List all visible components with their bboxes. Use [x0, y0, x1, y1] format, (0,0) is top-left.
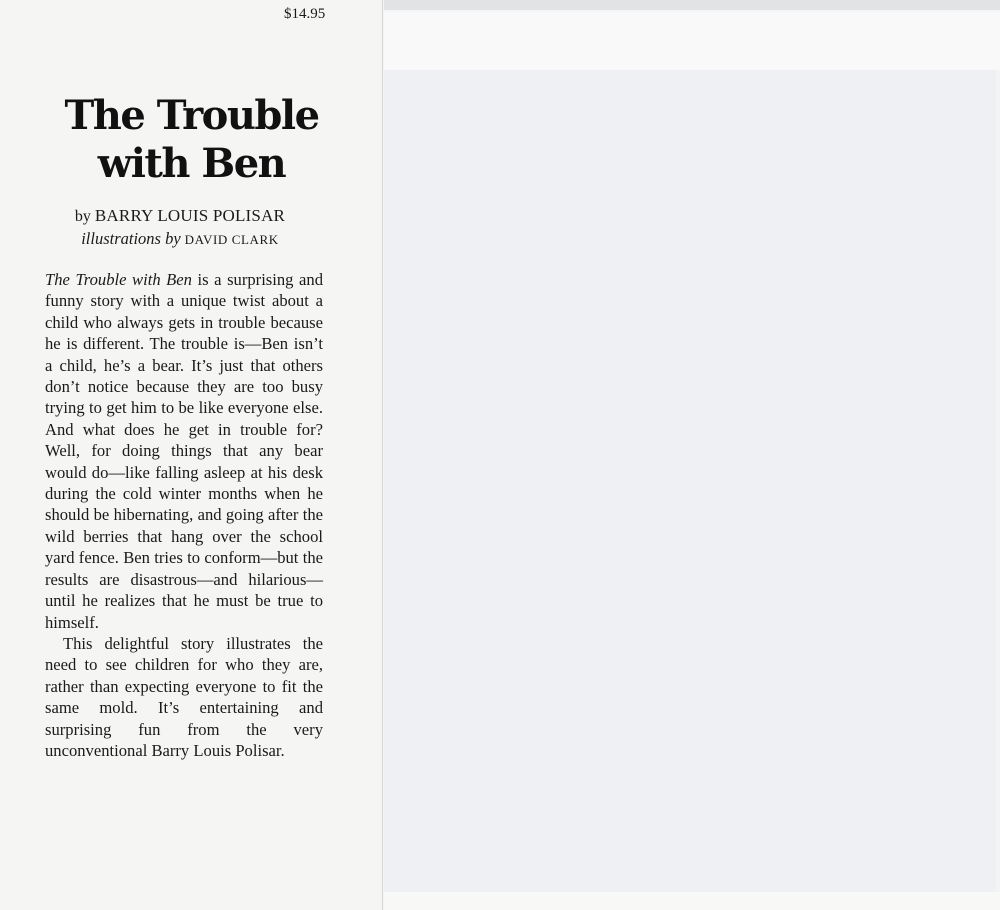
author-name: BARRY LOUIS POLISAR — [94, 206, 286, 225]
credits — [0, 205, 360, 251]
illustrations-prefix: illustrations by — [81, 229, 181, 248]
author-line — [0, 205, 360, 228]
illustrator-line — [0, 228, 360, 251]
blank-endpaper — [384, 0, 1000, 910]
endpaper-bottom-edge — [384, 892, 1000, 910]
book-title-line-2: with Ben — [97, 140, 286, 187]
endpaper-margin — [384, 12, 1000, 70]
endpaper-panel — [384, 70, 996, 892]
illustrator-name: DAVID CLARK — [184, 232, 279, 247]
book-title-line-1: The Trouble — [64, 92, 319, 139]
endpaper-top-edge — [384, 0, 1000, 10]
price-label: $14.95 — [284, 6, 326, 22]
description-paragraph-1 — [45, 269, 323, 633]
description-book-title: The Trouble with Ben — [45, 270, 192, 289]
book-description — [45, 269, 323, 761]
description-paragraph-2: This delightful story illustrates the need to see children for who they are, rather than expecting everyone to fit the same mold. It’s entertaining and surprising fun from the very unconventional Barry Louis Polisar. — [45, 633, 323, 760]
book-title — [0, 92, 383, 188]
description-paragraph-1-text: is a surprising and funny story with a unique twist about a child who always gets in trouble because he is different. The trouble is—Ben isn’t a child, he’s a bear. It’s just that others don’t notice because they are too busy trying to get him to be like everyone else. And what does he get in trouble for? Well, for doing things that any bear would do—like falling asleep at his desk during the cold winter months when he should be hibernating, and going after the wild berries that hang over the school yard fence. Ben tries to conform—but the results are disastrous—and hilarious—until he realizes that he must be true to himself. — [45, 270, 323, 632]
by-prefix: by — [74, 208, 91, 225]
dust-jacket-flap — [0, 0, 383, 910]
